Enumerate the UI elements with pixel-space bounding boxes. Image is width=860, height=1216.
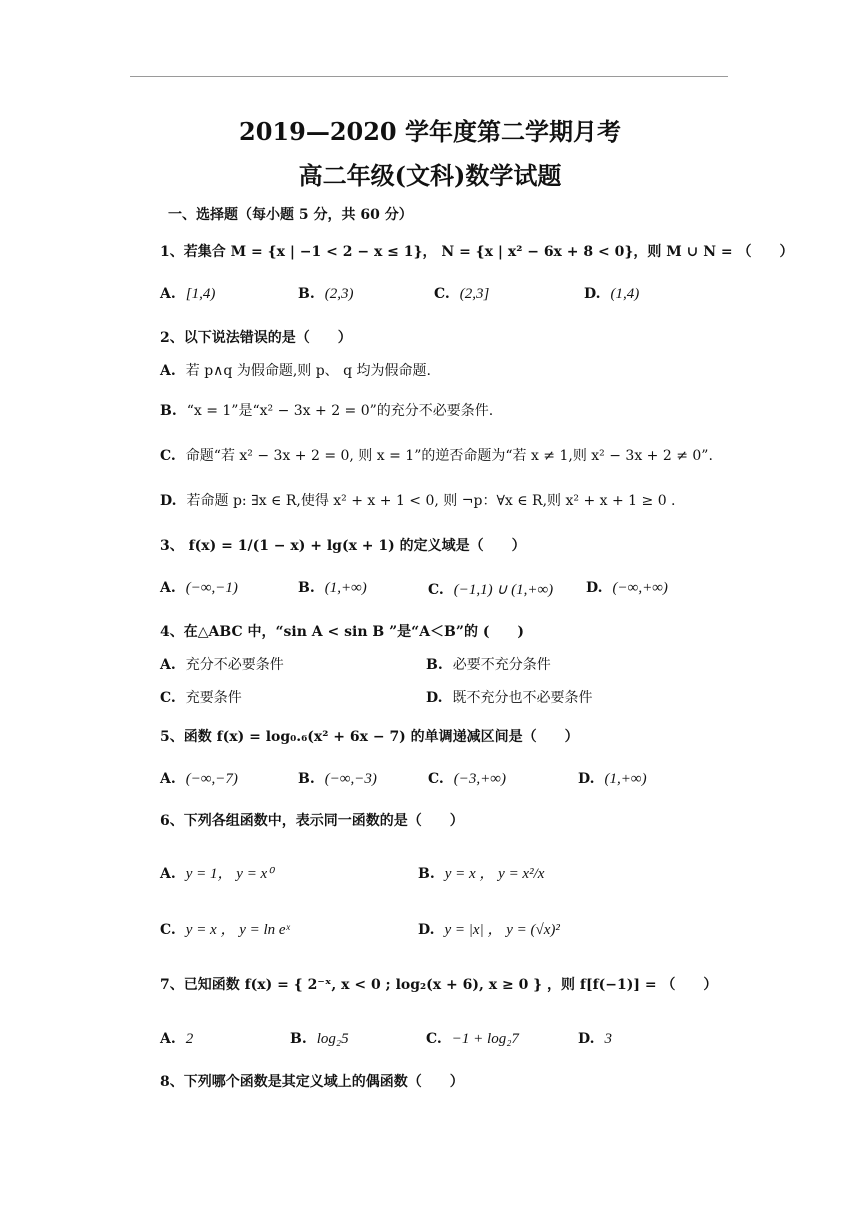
header-rule: [130, 76, 728, 77]
q7-option-b: B. log₂5: [290, 1031, 349, 1047]
q4-option-a: A. 充分不必要条件: [160, 657, 284, 673]
q6-option-c: C. y = x ， y = ln eˣ: [160, 922, 290, 938]
q5-option-c: C. (−3,+∞): [428, 771, 506, 787]
q6-option-a: A. y = 1， y = x⁰: [160, 866, 274, 882]
exam-title: 2019—2020 学年度第二学期月考: [239, 117, 621, 146]
q3-option-c: C. (−1,1) ∪ (1,+∞): [428, 582, 554, 598]
q1-option-c: C. (2,3]: [434, 286, 490, 302]
q4-option-b: B. 必要不充分条件: [426, 657, 551, 673]
q1-option-d: D. (1,4): [584, 286, 640, 302]
question-5-stem: 5、函数 f(x) = log₀.₆(x² + 6x − 7) 的单调递减区间是（ ）: [160, 729, 579, 745]
question-6-stem: 6、下列各组函数中，表示同一函数的是（ ）: [160, 813, 464, 829]
q4-option-d: D. 既不充分也不必要条件: [426, 690, 593, 706]
q5-option-a: A. (−∞,−7): [160, 771, 238, 787]
q2-option-c: C. 命题“若 x² − 3x + 2 = 0, 则 x = 1”的逆否命题为“若 x ≠ 1,则 x² − 3x + 2 ≠ 0”.: [160, 448, 713, 464]
section-heading: 一、选择题（每小题 5 分，共 60 分）: [168, 207, 413, 223]
q2-option-d: D. 若命题 p: ∃x ∈ R,使得 x² + x + 1 < 0, 则 ¬p：∀x ∈ R,则 x² + x + 1 ≥ 0 .: [160, 493, 676, 509]
q4-option-c: C. 充要条件: [160, 690, 242, 706]
q1-option-b: B. (2,3): [298, 286, 354, 302]
q2-option-b: B. “x = 1”是“x² − 3x + 2 = 0”的充分不必要条件.: [160, 403, 494, 419]
question-4-stem: 4、在△ABC 中，“sin A < sin B ”是“A＜B”的 ( ): [160, 624, 525, 640]
q5-option-d: D. (1,+∞): [578, 771, 647, 787]
q2-option-a: A. 若 p∧q 为假命题,则 p、 q 均为假命题.: [160, 363, 431, 379]
q3-option-a: A. (−∞,−1): [160, 580, 238, 596]
q3-option-d: D. (−∞,+∞): [586, 580, 668, 596]
q6-option-b: B. y = x ， y = x²/x: [418, 866, 545, 882]
question-2-stem: 2、以下说法错误的是（ ）: [160, 330, 352, 346]
exam-subtitle: 高二年级(文科)数学试题: [298, 161, 562, 190]
question-1-stem: 1、若集合 M = {x | −1 < 2 − x ≤ 1}， N = {x | x² − 6x + 8 < 0}，则 M ∪ N = （ ）: [160, 244, 794, 260]
q7-option-d: D. 3: [578, 1031, 613, 1047]
q1-option-a: A. [1,4): [160, 286, 216, 302]
q7-option-a: A. 2: [160, 1031, 194, 1047]
question-3-stem: 3、 f(x) = 1/(1 − x) + lg(x + 1) 的定义域是（ ）: [160, 538, 526, 554]
q7-option-c: C. −1 + log₂7: [426, 1031, 519, 1047]
q5-option-b: B. (−∞,−3): [298, 771, 377, 787]
q3-option-b: B. (1,+∞): [298, 580, 367, 596]
question-7-stem: 7、已知函数 f(x) = { 2⁻ˣ, x < 0 ; log₂(x + 6), x ≥ 0 } ，则 f[f(−1)] = （ ）: [160, 977, 718, 993]
question-8-stem: 8、下列哪个函数是其定义域上的偶函数（ ）: [160, 1074, 464, 1090]
q6-option-d: D. y = |x| ， y = (√x)²: [418, 922, 560, 938]
